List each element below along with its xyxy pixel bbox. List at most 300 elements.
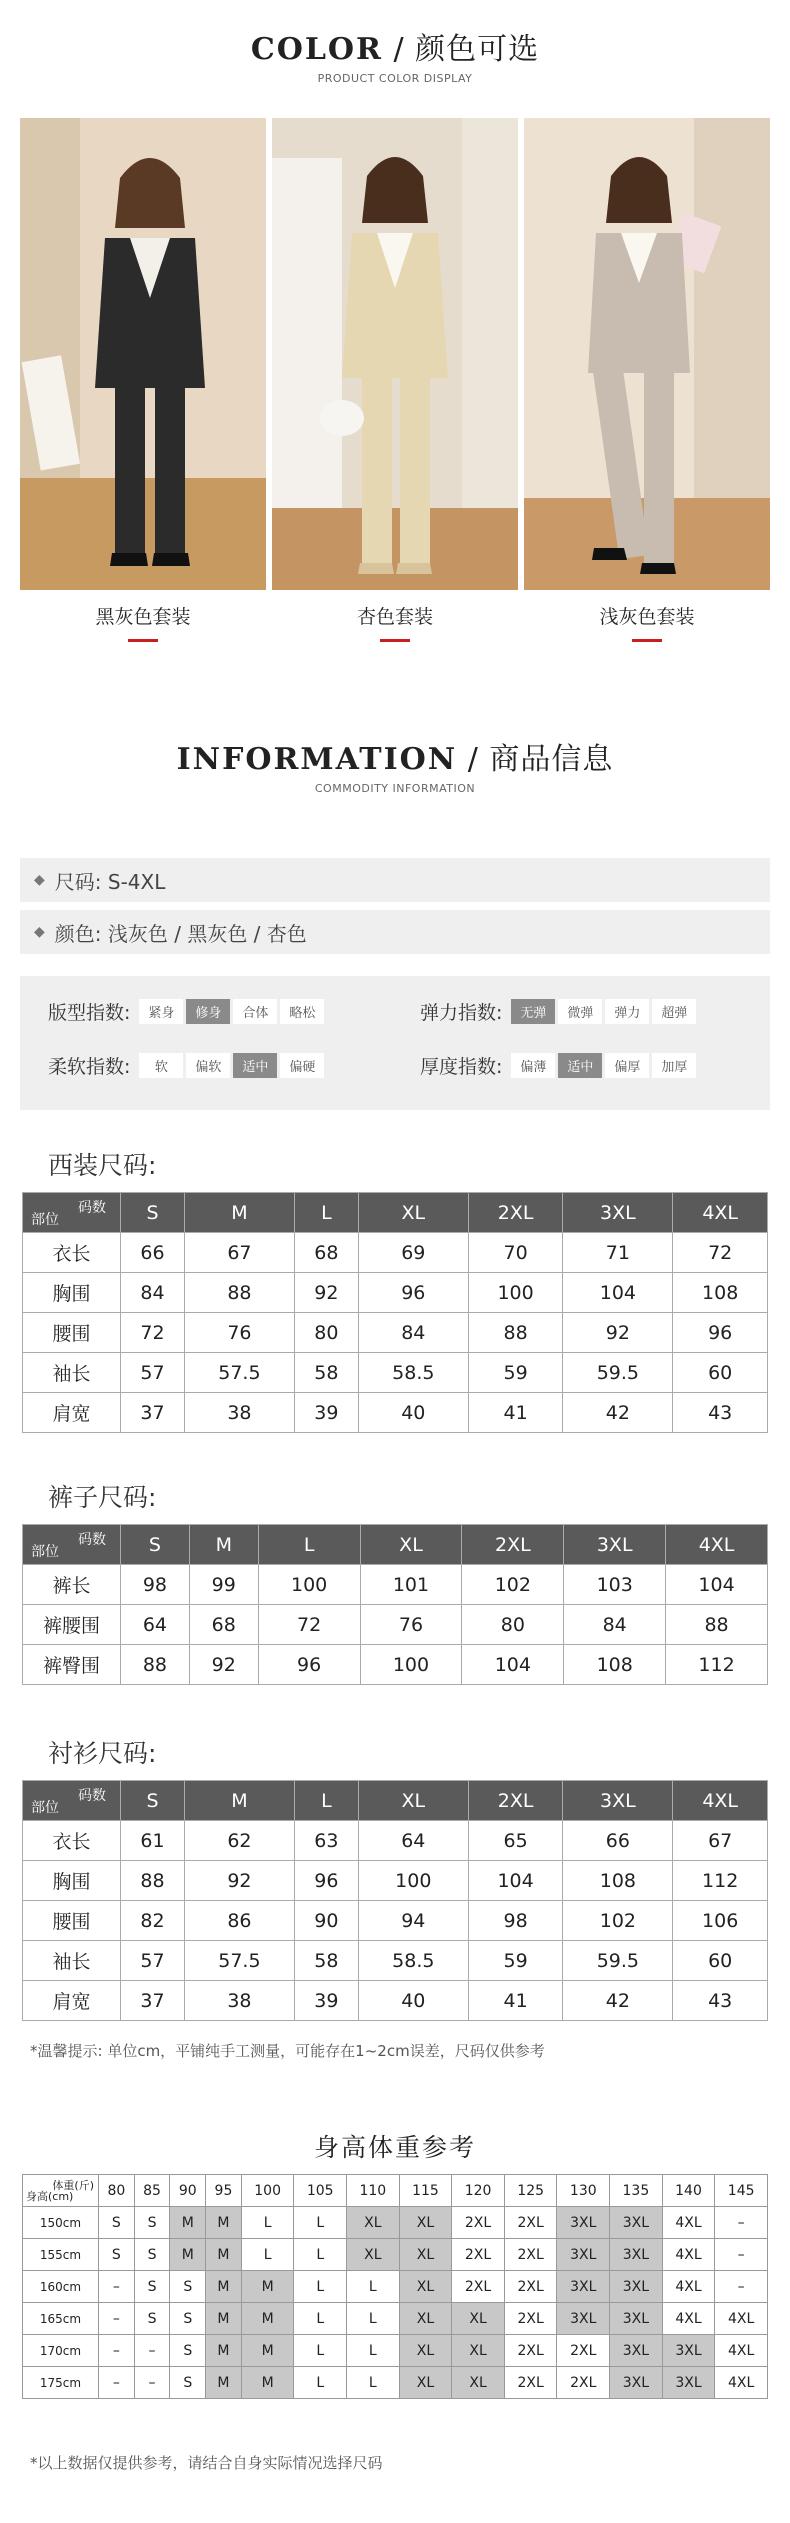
table-cell: 96 (358, 1273, 468, 1313)
table-cell: 63 (294, 1821, 358, 1861)
size-cell: S (134, 2271, 170, 2303)
size-cell: S (134, 2207, 170, 2239)
weight-column-header: 115 (399, 2175, 452, 2207)
size-cell: XL (399, 2367, 452, 2399)
fit-index-label: 版型指数: (48, 1002, 131, 1024)
table-cell: 57 (121, 1941, 185, 1981)
table-cell: 88 (184, 1273, 294, 1313)
table-cell: 80 (294, 1313, 358, 1353)
color-title-sep: / (382, 32, 416, 67)
index-chip: 偏硬 (280, 1053, 324, 1078)
elasticity-index-label: 弹力指数: (420, 1002, 503, 1024)
table-row (23, 1273, 768, 1313)
table-cell: 108 (563, 1861, 673, 1901)
suit-size-title: 西装尺码: (48, 1151, 157, 1180)
size-cell: 3XL (557, 2271, 610, 2303)
row-label: 裤腰围 (23, 1605, 121, 1645)
table-cell: 76 (184, 1313, 294, 1353)
info-section-title (0, 734, 790, 795)
table-corner (23, 2175, 99, 2207)
table-row (23, 2303, 768, 2335)
header-row (23, 1193, 768, 1233)
size-column-header: M (184, 1193, 294, 1233)
color-card-dark-gray[interactable] (20, 118, 266, 642)
softness-index-label: 柔软指数: (48, 1056, 131, 1078)
header-row (23, 1525, 768, 1565)
weight-column-header: 145 (715, 2175, 768, 2207)
elasticity-index (420, 998, 696, 1025)
size-cell: M (206, 2303, 242, 2335)
size-column-header: L (294, 1781, 358, 1821)
table-row (23, 1901, 768, 1941)
size-column-header: L (258, 1525, 360, 1565)
index-chip: 软 (139, 1053, 183, 1078)
size-cell: XL (452, 2303, 505, 2335)
table-cell: 58.5 (358, 1353, 468, 1393)
table-cell: 72 (258, 1605, 360, 1645)
index-chip: 略松 (280, 999, 324, 1024)
table-row (23, 1313, 768, 1353)
index-chip: 偏薄 (511, 1053, 555, 1078)
table-row (23, 1233, 768, 1273)
table-cell: 40 (358, 1981, 468, 2021)
size-cell: M (170, 2239, 206, 2271)
size-cell: L (294, 2367, 347, 2399)
table-cell: 66 (563, 1821, 673, 1861)
table-cell: 104 (462, 1645, 564, 1685)
table-cell: 90 (294, 1901, 358, 1941)
info-subtitle: COMMODITY INFORMATION (314, 782, 476, 795)
index-chip: 加厚 (652, 1053, 696, 1078)
caption-underline (632, 639, 662, 642)
size-cell: 3XL (610, 2335, 663, 2367)
corner-size-label: 码数 (78, 1200, 106, 1216)
size-cell: XL (399, 2239, 452, 2271)
table-cell: 70 (468, 1233, 563, 1273)
table-row (23, 2271, 768, 2303)
size-cell: L (294, 2303, 347, 2335)
size-cell: M (206, 2239, 242, 2271)
shirt-size-title: 衬衫尺码: (48, 1739, 157, 1768)
table-cell: 100 (358, 1861, 468, 1901)
info-title-en: INFORMATION (176, 742, 458, 777)
corner-part-label: 部位 (31, 1800, 59, 1816)
table-cell: 57.5 (184, 1941, 294, 1981)
size-column-header: 3XL (564, 1525, 666, 1565)
size-cell: L (347, 2367, 400, 2399)
table-cell: 59 (468, 1353, 563, 1393)
weight-column-header: 100 (241, 2175, 294, 2207)
index-chip: 紧身 (139, 999, 183, 1024)
size-cell: 2XL (452, 2271, 505, 2303)
size-cell: – (715, 2207, 768, 2239)
table-corner (23, 1525, 121, 1565)
row-label: 胸围 (23, 1861, 121, 1901)
color-list-text: 颜色: 浅灰色 / 黑灰色 / 杏色 (54, 921, 307, 946)
softness-index (48, 1052, 324, 1079)
size-cell: L (294, 2239, 347, 2271)
color-section-title (0, 24, 790, 85)
size-cell: 2XL (504, 2367, 557, 2399)
table-cell: 40 (358, 1393, 468, 1433)
table-cell: 84 (358, 1313, 468, 1353)
color-card-light-gray[interactable] (524, 118, 770, 642)
size-cell: 2XL (504, 2303, 557, 2335)
weight-column-header: 105 (294, 2175, 347, 2207)
row-label: 袖长 (23, 1941, 121, 1981)
table-row (23, 1861, 768, 1901)
size-cell: L (241, 2207, 294, 2239)
size-cell: S (99, 2207, 135, 2239)
table-cell: 67 (184, 1233, 294, 1273)
index-chip-selected: 适中 (558, 1053, 602, 1078)
color-title-en: COLOR (250, 32, 383, 67)
color-card-apricot[interactable] (272, 118, 518, 642)
size-column-header: XL (358, 1193, 468, 1233)
row-label: 腰围 (23, 1901, 121, 1941)
index-panel (20, 976, 770, 1110)
corner-height-label: 身高(cm) (26, 2190, 74, 2203)
table-cell: 69 (358, 1233, 468, 1273)
size-cell: L (294, 2207, 347, 2239)
size-cell: 2XL (504, 2207, 557, 2239)
height-label: 175cm (23, 2367, 99, 2399)
table-cell: 108 (673, 1273, 768, 1313)
table-cell: 92 (563, 1313, 673, 1353)
size-cell: M (206, 2367, 242, 2399)
size-cell: – (134, 2335, 170, 2367)
table-row (23, 1353, 768, 1393)
table-cell: 88 (121, 1645, 190, 1685)
table-cell: 42 (563, 1393, 673, 1433)
table-cell: 104 (666, 1565, 768, 1605)
size-cell: 3XL (662, 2335, 715, 2367)
index-chip-selected: 适中 (233, 1053, 277, 1078)
table-cell: 98 (121, 1565, 190, 1605)
weight-column-header: 130 (557, 2175, 610, 2207)
model-photo (524, 118, 770, 590)
corner-size-label: 码数 (78, 1532, 106, 1548)
size-cell: XL (399, 2207, 452, 2239)
table-cell: 96 (258, 1645, 360, 1685)
size-cell: M (206, 2271, 242, 2303)
corner-weight-label: 体重(斤) (52, 2179, 94, 2192)
size-cell: XL (399, 2271, 452, 2303)
table-cell: 94 (358, 1901, 468, 1941)
size-cell: M (170, 2207, 206, 2239)
size-cell: S (134, 2303, 170, 2335)
row-label: 肩宽 (23, 1393, 121, 1433)
table-cell: 100 (468, 1273, 563, 1313)
height-label: 170cm (23, 2335, 99, 2367)
model-illustration (272, 118, 518, 590)
size-cell: 2XL (504, 2335, 557, 2367)
size-column-header: 2XL (462, 1525, 564, 1565)
table-cell: 59.5 (563, 1353, 673, 1393)
index-chip: 偏厚 (605, 1053, 649, 1078)
header-row (23, 2175, 768, 2207)
index-chip-selected: 无弹 (511, 999, 555, 1024)
table-cell: 102 (563, 1901, 673, 1941)
table-cell: 43 (673, 1393, 768, 1433)
table-cell: 108 (564, 1645, 666, 1685)
size-column-header: 3XL (563, 1193, 673, 1233)
table-body (23, 2207, 768, 2399)
table-cell: 57.5 (184, 1353, 294, 1393)
size-column-header: S (121, 1193, 185, 1233)
size-note: *温馨提示: 单位cm，平铺纯手工测量，可能存在1~2cm误差，尺码仅供参考 (30, 2042, 545, 2060)
table-cell: 72 (673, 1233, 768, 1273)
size-cell: XL (347, 2207, 400, 2239)
table-cell: 101 (360, 1565, 462, 1605)
size-cell: 2XL (557, 2335, 610, 2367)
weight-column-header: 110 (347, 2175, 400, 2207)
table-cell: 72 (121, 1313, 185, 1353)
row-label: 衣长 (23, 1233, 121, 1273)
table-cell: 61 (121, 1821, 185, 1861)
size-column-header: 4XL (673, 1193, 768, 1233)
size-cell: – (99, 2367, 135, 2399)
table-cell: 92 (294, 1273, 358, 1313)
table-cell: 62 (184, 1821, 294, 1861)
row-label: 裤长 (23, 1565, 121, 1605)
size-column-header: 2XL (468, 1193, 563, 1233)
table-row (23, 1645, 768, 1685)
table-cell: 84 (121, 1273, 185, 1313)
size-range-row (20, 858, 770, 902)
weight-column-header: 80 (99, 2175, 135, 2207)
weight-column-header: 140 (662, 2175, 715, 2207)
size-cell: 2XL (452, 2207, 505, 2239)
table-cell: 76 (360, 1605, 462, 1645)
table-corner (23, 1781, 121, 1821)
table-cell: 100 (360, 1645, 462, 1685)
color-photo-row (20, 118, 770, 642)
size-column-header: M (184, 1781, 294, 1821)
weight-column-header: 135 (610, 2175, 663, 2207)
size-cell: M (241, 2271, 294, 2303)
row-label: 衣长 (23, 1821, 121, 1861)
size-column-header: 3XL (563, 1781, 673, 1821)
table-cell: 66 (121, 1233, 185, 1273)
height-label: 155cm (23, 2239, 99, 2271)
size-column-header: XL (360, 1525, 462, 1565)
size-cell: 2XL (504, 2271, 557, 2303)
table-cell: 102 (462, 1565, 564, 1605)
index-chip: 合体 (233, 999, 277, 1024)
size-cell: 2XL (452, 2239, 505, 2271)
table-cell: 104 (563, 1273, 673, 1313)
weight-column-header: 85 (134, 2175, 170, 2207)
table-row (23, 2335, 768, 2367)
table-cell: 86 (184, 1901, 294, 1941)
table-cell: 38 (184, 1981, 294, 2021)
size-cell: XL (347, 2239, 400, 2271)
table-cell: 57 (121, 1353, 185, 1393)
size-cell: – (715, 2271, 768, 2303)
table-cell: 92 (184, 1861, 294, 1901)
size-column-header: 4XL (666, 1525, 768, 1565)
size-cell: 3XL (610, 2303, 663, 2335)
color-title-cn: 颜色可选 (415, 32, 540, 67)
table-cell: 88 (121, 1861, 185, 1901)
size-cell: 3XL (610, 2367, 663, 2399)
table-cell: 104 (468, 1861, 563, 1901)
row-label: 肩宽 (23, 1981, 121, 2021)
size-cell: XL (399, 2335, 452, 2367)
size-cell: L (347, 2271, 400, 2303)
size-column-header: S (121, 1525, 190, 1565)
table-row (23, 1981, 768, 2021)
table-cell: 39 (294, 1393, 358, 1433)
table-cell: 64 (358, 1821, 468, 1861)
table-cell: 39 (294, 1981, 358, 2021)
size-cell: – (134, 2367, 170, 2399)
table-row (23, 1821, 768, 1861)
size-cell: XL (399, 2303, 452, 2335)
table-header (23, 1193, 768, 1233)
table-corner (23, 1193, 121, 1233)
table-cell: 92 (189, 1645, 258, 1685)
table-cell: 100 (258, 1565, 360, 1605)
table-cell: 98 (468, 1901, 563, 1941)
table-cell: 112 (666, 1645, 768, 1685)
height-weight-table (22, 2174, 768, 2399)
diamond-bullet-icon: ◆ (34, 924, 45, 940)
size-cell: 4XL (662, 2303, 715, 2335)
size-cell: – (715, 2239, 768, 2271)
model-illustration (524, 118, 770, 590)
weight-column-header: 90 (170, 2175, 206, 2207)
size-cell: 4XL (662, 2239, 715, 2271)
table-cell: 37 (121, 1393, 185, 1433)
size-cell: M (241, 2335, 294, 2367)
size-cell: 3XL (662, 2367, 715, 2399)
thickness-index (420, 1052, 696, 1079)
table-cell: 60 (673, 1941, 768, 1981)
color-caption: 黑灰色套装 (95, 606, 191, 628)
size-cell: L (294, 2271, 347, 2303)
corner-part-label: 部位 (31, 1544, 59, 1560)
index-chip: 弹力 (605, 999, 649, 1024)
table-cell: 80 (462, 1605, 564, 1645)
size-cell: 4XL (715, 2335, 768, 2367)
size-cell: S (134, 2239, 170, 2271)
thickness-index-label: 厚度指数: (420, 1056, 503, 1078)
size-column-header: M (189, 1525, 258, 1565)
size-cell: L (294, 2335, 347, 2367)
size-cell: S (99, 2239, 135, 2271)
table-cell: 67 (673, 1821, 768, 1861)
size-cell: – (99, 2271, 135, 2303)
table-cell: 65 (468, 1821, 563, 1861)
model-photo (20, 118, 266, 590)
weight-column-header: 120 (452, 2175, 505, 2207)
size-cell: 2XL (504, 2239, 557, 2271)
table-cell: 59.5 (563, 1941, 673, 1981)
table-cell: 103 (564, 1565, 666, 1605)
model-photo (272, 118, 518, 590)
size-cell: 3XL (610, 2239, 663, 2271)
caption-underline (380, 639, 410, 642)
table-cell: 68 (189, 1605, 258, 1645)
index-chip: 微弹 (558, 999, 602, 1024)
index-chip: 超弹 (652, 999, 696, 1024)
weight-column-header: 125 (504, 2175, 557, 2207)
table-cell: 37 (121, 1981, 185, 2021)
row-label: 袖长 (23, 1353, 121, 1393)
reference-note: *以上数据仅提供参考，请结合自身实际情况选择尺码 (30, 2454, 383, 2472)
table-row (23, 1605, 768, 1645)
color-caption: 杏色套装 (356, 606, 433, 628)
row-label: 腰围 (23, 1313, 121, 1353)
size-cell: M (241, 2367, 294, 2399)
size-cell: L (347, 2303, 400, 2335)
shirt-size-table (22, 1780, 768, 2021)
size-cell: M (206, 2207, 242, 2239)
size-range-text: 尺码: S-4XL (54, 869, 166, 894)
table-cell: 41 (468, 1393, 563, 1433)
table-cell: 99 (189, 1565, 258, 1605)
size-cell: L (241, 2239, 294, 2271)
color-subtitle: PRODUCT COLOR DISPLAY (317, 72, 473, 85)
table-cell: 112 (673, 1861, 768, 1901)
size-cell: 4XL (662, 2207, 715, 2239)
size-column-header: 4XL (673, 1781, 768, 1821)
table-cell: 106 (673, 1901, 768, 1941)
height-label: 160cm (23, 2271, 99, 2303)
table-cell: 42 (563, 1981, 673, 2021)
table-body (23, 1233, 768, 1433)
table-row (23, 1565, 768, 1605)
row-label: 胸围 (23, 1273, 121, 1313)
size-cell: – (99, 2303, 135, 2335)
corner-part-label: 部位 (31, 1212, 59, 1228)
size-cell: M (206, 2335, 242, 2367)
caption-underline (128, 639, 158, 642)
table-cell: 58 (294, 1353, 358, 1393)
fit-index (48, 998, 324, 1025)
pants-size-title: 裤子尺码: (48, 1483, 157, 1512)
table-row (23, 2207, 768, 2239)
table-cell: 60 (673, 1353, 768, 1393)
size-cell: XL (452, 2367, 505, 2399)
table-cell: 96 (294, 1861, 358, 1901)
size-cell: 3XL (557, 2239, 610, 2271)
size-cell: L (347, 2335, 400, 2367)
table-cell: 88 (468, 1313, 563, 1353)
size-cell: S (170, 2271, 206, 2303)
index-chip-selected: 修身 (186, 999, 230, 1024)
size-cell: 2XL (557, 2367, 610, 2399)
table-cell: 82 (121, 1901, 185, 1941)
table-cell: 96 (673, 1313, 768, 1353)
size-column-header: L (294, 1193, 358, 1233)
diamond-bullet-icon: ◆ (34, 872, 45, 888)
size-cell: 4XL (662, 2271, 715, 2303)
size-column-header: S (121, 1781, 185, 1821)
table-cell: 43 (673, 1981, 768, 2021)
table-cell: 58.5 (358, 1941, 468, 1981)
table-cell: 41 (468, 1981, 563, 2021)
table-cell: 59 (468, 1941, 563, 1981)
size-cell: – (99, 2335, 135, 2367)
table-row (23, 2367, 768, 2399)
table-header (23, 1525, 768, 1565)
color-list-row (20, 910, 770, 954)
table-row (23, 1393, 768, 1433)
info-title-cn: 商品信息 (489, 742, 614, 777)
